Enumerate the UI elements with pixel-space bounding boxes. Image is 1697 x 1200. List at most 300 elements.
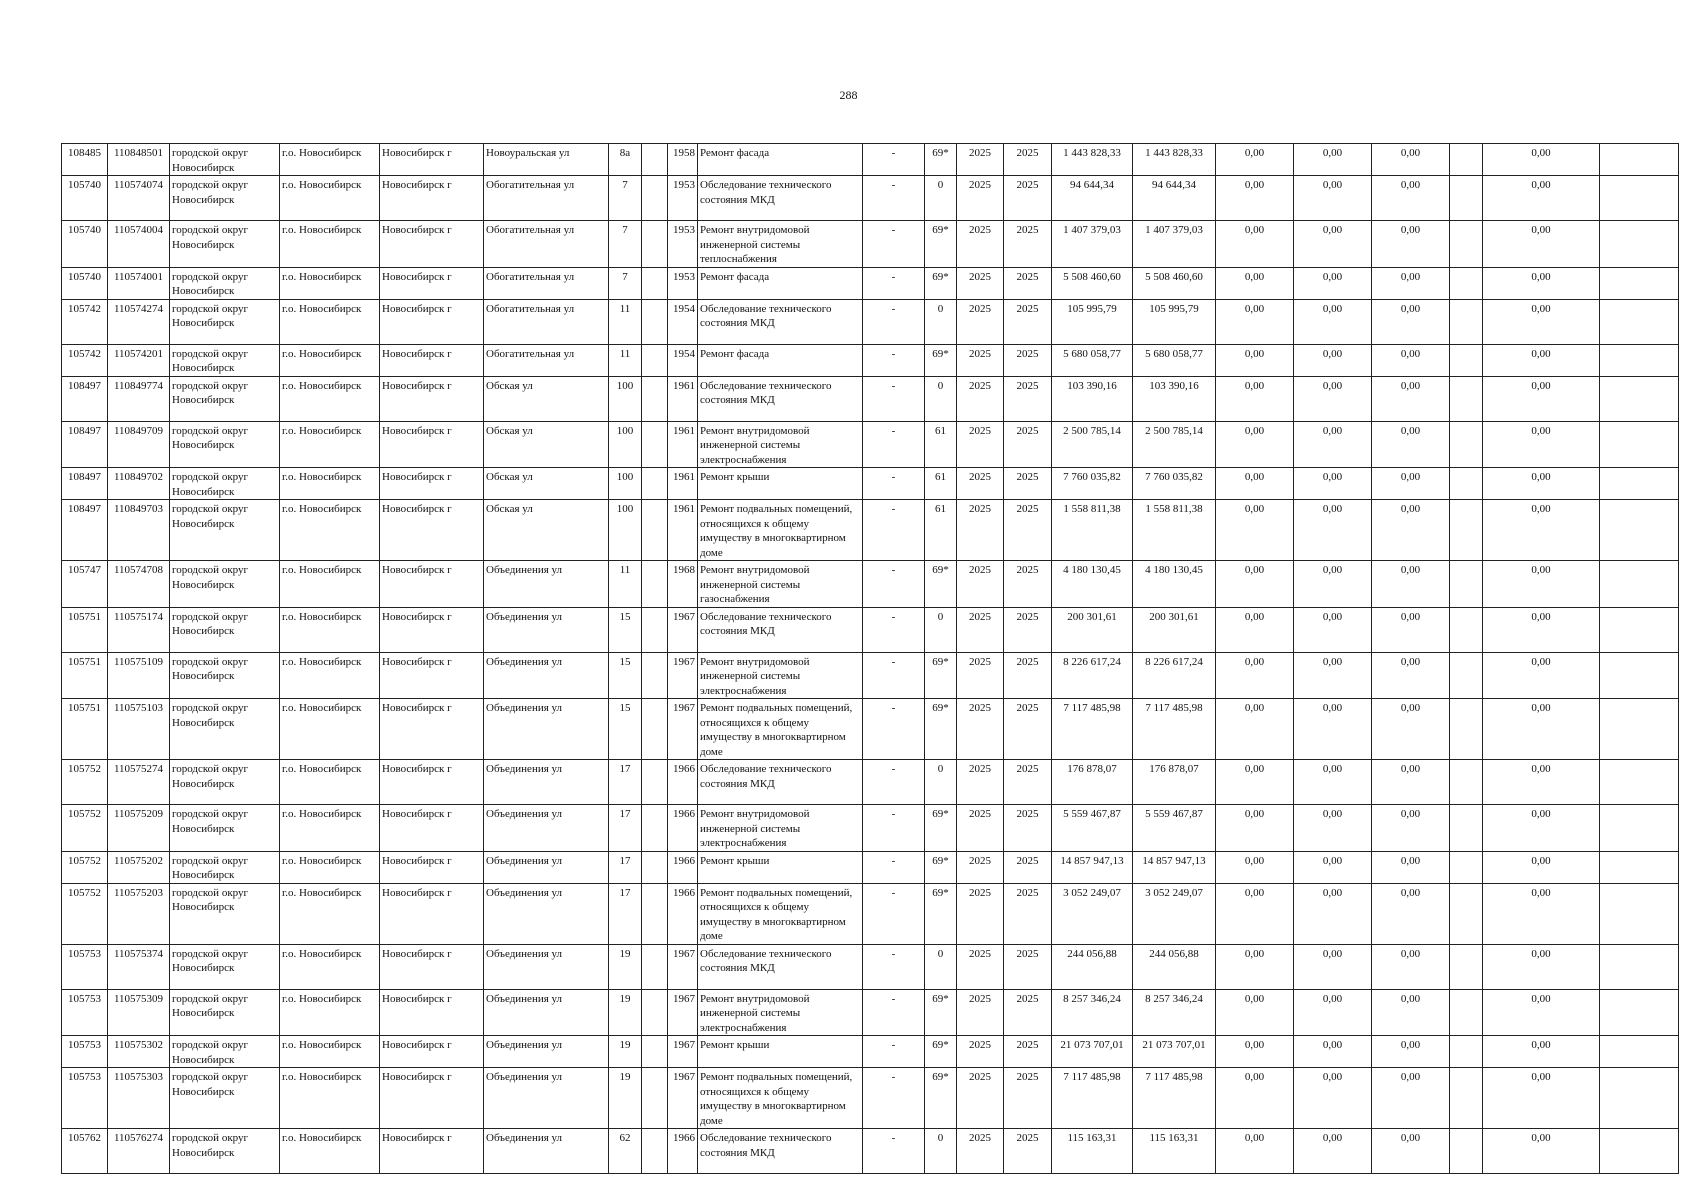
blank-cell-cell [642,652,668,699]
cost-zero-4-cell: 0,00 [1483,805,1600,852]
table-row [62,1129,1679,1174]
cost-zero-1-cell: 0,00 [1216,500,1294,561]
row-id-cell: 105751 [62,652,108,699]
cost-total-cell: 105 995,79 [1052,299,1133,344]
build-year-cell: 1966 [668,851,698,883]
cost-zero-2-cell: 0,00 [1294,144,1372,176]
street-cell: Объединения ул [484,1068,609,1129]
district-cell: городской округ Новосибирск [170,500,280,561]
table-row [62,944,1679,989]
work-code-cell: 110849703 [108,500,170,561]
blank-cell-cell [1450,299,1483,344]
cost-total-cell: 244 056,88 [1052,944,1133,989]
wear-percent-cell: 69* [925,652,957,699]
cost-zero-4-cell: 0,00 [1483,1068,1600,1129]
cost-zero-1-cell: 0,00 [1216,344,1294,376]
plan-year-end-cell: 2025 [1004,421,1052,468]
cost-total-cell: 2 500 785,14 [1052,421,1133,468]
cost-zero-4-cell: 0,00 [1483,883,1600,944]
row-id-cell: 105762 [62,1129,108,1174]
plan-year-end-cell: 2025 [1004,144,1052,176]
wear-percent-cell: 0 [925,607,957,652]
blank-cell-cell [1600,851,1679,883]
house-number-cell: 11 [609,299,642,344]
row-id-cell: 105753 [62,989,108,1036]
build-year-cell: 1961 [668,500,698,561]
plan-year-end-cell: 2025 [1004,883,1052,944]
work-type-cell: Ремонт фасада [698,144,863,176]
plan-year-start-cell: 2025 [957,221,1004,268]
build-year-cell: 1967 [668,1036,698,1068]
cost-total-cell: 21 073 707,01 [1052,1036,1133,1068]
plan-year-end-cell: 2025 [1004,500,1052,561]
street-cell: Обская ул [484,376,609,421]
work-type-cell: Ремонт крыши [698,851,863,883]
cost-zero-4-cell: 0,00 [1483,144,1600,176]
dash-cell-cell: - [863,421,925,468]
municipality-cell: г.о. Новосибирск [280,1068,380,1129]
cost-zero-2-cell: 0,00 [1294,221,1372,268]
work-code-cell: 110575309 [108,989,170,1036]
cost-zero-2-cell: 0,00 [1294,299,1372,344]
blank-cell-cell [1450,144,1483,176]
cost-fund-cell: 8 226 617,24 [1133,652,1216,699]
cost-zero-1-cell: 0,00 [1216,421,1294,468]
work-type-cell: Обследование технического состояния МКД [698,299,863,344]
wear-percent-cell: 61 [925,500,957,561]
cost-zero-1-cell: 0,00 [1216,607,1294,652]
cost-fund-cell: 8 257 346,24 [1133,989,1216,1036]
house-number-cell: 100 [609,421,642,468]
cost-zero-3-cell: 0,00 [1372,1036,1450,1068]
blank-cell-cell [1450,699,1483,760]
cost-zero-4-cell: 0,00 [1483,944,1600,989]
cost-fund-cell: 2 500 785,14 [1133,421,1216,468]
plan-year-start-cell: 2025 [957,944,1004,989]
municipality-cell: г.о. Новосибирск [280,468,380,500]
work-type-cell: Обследование технического состояния МКД [698,944,863,989]
city-cell: Новосибирск г [380,468,484,500]
district-cell: городской округ Новосибирск [170,944,280,989]
plan-year-start-cell: 2025 [957,989,1004,1036]
work-type-cell: Ремонт фасада [698,344,863,376]
city-cell: Новосибирск г [380,267,484,299]
blank-cell-cell [1600,1068,1679,1129]
row-id-cell: 105753 [62,944,108,989]
street-cell: Объединения ул [484,760,609,805]
cost-total-cell: 5 680 058,77 [1052,344,1133,376]
municipality-cell: г.о. Новосибирск [280,221,380,268]
work-code-cell: 110575109 [108,652,170,699]
house-number-cell: 19 [609,944,642,989]
cost-total-cell: 8 257 346,24 [1052,989,1133,1036]
cost-zero-3-cell: 0,00 [1372,883,1450,944]
house-number-cell: 11 [609,561,642,608]
blank-cell-cell [1600,1129,1679,1174]
cost-zero-4-cell: 0,00 [1483,561,1600,608]
cost-fund-cell: 94 644,34 [1133,176,1216,221]
blank-cell-cell [1600,500,1679,561]
table-row [62,344,1679,376]
cost-total-cell: 1 407 379,03 [1052,221,1133,268]
work-type-cell: Ремонт внутридомовой инженерной системы теплоснабжения [698,221,863,268]
blank-cell-cell [1600,468,1679,500]
dash-cell-cell: - [863,267,925,299]
house-number-cell: 100 [609,468,642,500]
wear-percent-cell: 69* [925,561,957,608]
dash-cell-cell: - [863,344,925,376]
blank-cell-cell [1600,267,1679,299]
cost-zero-1-cell: 0,00 [1216,1036,1294,1068]
blank-cell-cell [1450,500,1483,561]
municipality-cell: г.о. Новосибирск [280,561,380,608]
plan-year-start-cell: 2025 [957,1129,1004,1174]
cost-zero-2-cell: 0,00 [1294,421,1372,468]
build-year-cell: 1966 [668,883,698,944]
cost-zero-2-cell: 0,00 [1294,376,1372,421]
wear-percent-cell: 69* [925,989,957,1036]
house-number-cell: 100 [609,500,642,561]
city-cell: Новосибирск г [380,607,484,652]
table-row [62,144,1679,176]
blank-cell-cell [642,344,668,376]
city-cell: Новосибирск г [380,989,484,1036]
cost-total-cell: 7 117 485,98 [1052,699,1133,760]
cost-zero-3-cell: 0,00 [1372,652,1450,699]
wear-percent-cell: 69* [925,344,957,376]
blank-cell-cell [1600,652,1679,699]
work-type-cell: Обследование технического состояния МКД [698,376,863,421]
work-type-cell: Ремонт внутридомовой инженерной системы электроснабжения [698,805,863,852]
municipality-cell: г.о. Новосибирск [280,176,380,221]
work-type-cell: Ремонт подвальных помещений, относящихся к общему имуществу в многоквартирном доме [698,699,863,760]
municipality-cell: г.о. Новосибирск [280,376,380,421]
municipality-cell: г.о. Новосибирск [280,883,380,944]
dash-cell-cell: - [863,500,925,561]
cost-zero-2-cell: 0,00 [1294,468,1372,500]
cost-zero-2-cell: 0,00 [1294,652,1372,699]
city-cell: Новосибирск г [380,760,484,805]
dash-cell-cell: - [863,144,925,176]
cost-zero-3-cell: 0,00 [1372,267,1450,299]
registry-table [61,143,1679,1174]
table-row [62,652,1679,699]
row-id-cell: 105742 [62,344,108,376]
build-year-cell: 1966 [668,760,698,805]
cost-zero-1-cell: 0,00 [1216,561,1294,608]
table-row [62,760,1679,805]
city-cell: Новосибирск г [380,500,484,561]
build-year-cell: 1961 [668,376,698,421]
row-id-cell: 105751 [62,699,108,760]
work-type-cell: Ремонт фасада [698,267,863,299]
work-type-cell: Обследование технического состояния МКД [698,760,863,805]
blank-cell-cell [1450,652,1483,699]
table-row [62,299,1679,344]
city-cell: Новосибирск г [380,176,484,221]
house-number-cell: 15 [609,699,642,760]
cost-zero-2-cell: 0,00 [1294,805,1372,852]
cost-zero-4-cell: 0,00 [1483,468,1600,500]
plan-year-start-cell: 2025 [957,851,1004,883]
blank-cell-cell [1450,468,1483,500]
cost-total-cell: 7 117 485,98 [1052,1068,1133,1129]
wear-percent-cell: 69* [925,267,957,299]
row-id-cell: 105740 [62,267,108,299]
work-code-cell: 110574004 [108,221,170,268]
cost-zero-3-cell: 0,00 [1372,344,1450,376]
table-row [62,267,1679,299]
table-row [62,376,1679,421]
district-cell: городской округ Новосибирск [170,144,280,176]
cost-zero-3-cell: 0,00 [1372,421,1450,468]
plan-year-end-cell: 2025 [1004,1129,1052,1174]
work-code-cell: 110575302 [108,1036,170,1068]
dash-cell-cell: - [863,944,925,989]
cost-zero-3-cell: 0,00 [1372,376,1450,421]
plan-year-end-cell: 2025 [1004,468,1052,500]
cost-zero-1-cell: 0,00 [1216,1068,1294,1129]
build-year-cell: 1967 [668,989,698,1036]
street-cell: Объединения ул [484,944,609,989]
cost-fund-cell: 1 407 379,03 [1133,221,1216,268]
district-cell: городской округ Новосибирск [170,883,280,944]
cost-zero-3-cell: 0,00 [1372,760,1450,805]
blank-cell-cell [1450,607,1483,652]
work-code-cell: 110848501 [108,144,170,176]
cost-zero-3-cell: 0,00 [1372,607,1450,652]
cost-fund-cell: 103 390,16 [1133,376,1216,421]
plan-year-end-cell: 2025 [1004,376,1052,421]
dash-cell-cell: - [863,1129,925,1174]
house-number-cell: 15 [609,607,642,652]
municipality-cell: г.о. Новосибирск [280,500,380,561]
row-id-cell: 105747 [62,561,108,608]
wear-percent-cell: 0 [925,760,957,805]
blank-cell-cell [642,376,668,421]
cost-zero-4-cell: 0,00 [1483,376,1600,421]
street-cell: Объединения ул [484,1129,609,1174]
blank-cell-cell [1450,883,1483,944]
blank-cell-cell [1600,805,1679,852]
street-cell: Объединения ул [484,699,609,760]
table-row [62,1036,1679,1068]
district-cell: городской округ Новосибирск [170,607,280,652]
blank-cell-cell [1600,561,1679,608]
work-type-cell: Ремонт подвальных помещений, относящихся к общему имуществу в многоквартирном доме [698,1068,863,1129]
cost-zero-3-cell: 0,00 [1372,561,1450,608]
plan-year-start-cell: 2025 [957,883,1004,944]
work-type-cell: Ремонт внутридомовой инженерной системы газоснабжения [698,561,863,608]
district-cell: городской округ Новосибирск [170,176,280,221]
blank-cell-cell [642,989,668,1036]
dash-cell-cell: - [863,699,925,760]
cost-zero-1-cell: 0,00 [1216,760,1294,805]
cost-zero-1-cell: 0,00 [1216,176,1294,221]
cost-zero-2-cell: 0,00 [1294,944,1372,989]
dash-cell-cell: - [863,376,925,421]
build-year-cell: 1967 [668,699,698,760]
cost-zero-4-cell: 0,00 [1483,607,1600,652]
house-number-cell: 8а [609,144,642,176]
cost-zero-4-cell: 0,00 [1483,652,1600,699]
cost-fund-cell: 5 559 467,87 [1133,805,1216,852]
work-type-cell: Ремонт внутридомовой инженерной системы электроснабжения [698,421,863,468]
blank-cell-cell [1450,805,1483,852]
district-cell: городской округ Новосибирск [170,760,280,805]
wear-percent-cell: 69* [925,1068,957,1129]
blank-cell-cell [1450,376,1483,421]
cost-total-cell: 115 163,31 [1052,1129,1133,1174]
city-cell: Новосибирск г [380,344,484,376]
plan-year-end-cell: 2025 [1004,989,1052,1036]
city-cell: Новосибирск г [380,376,484,421]
cost-zero-2-cell: 0,00 [1294,883,1372,944]
work-code-cell: 110575209 [108,805,170,852]
cost-zero-3-cell: 0,00 [1372,176,1450,221]
plan-year-end-cell: 2025 [1004,344,1052,376]
cost-zero-3-cell: 0,00 [1372,144,1450,176]
row-id-cell: 105751 [62,607,108,652]
row-id-cell: 105740 [62,221,108,268]
plan-year-end-cell: 2025 [1004,760,1052,805]
cost-zero-1-cell: 0,00 [1216,376,1294,421]
build-year-cell: 1954 [668,344,698,376]
cost-fund-cell: 115 163,31 [1133,1129,1216,1174]
cost-zero-4-cell: 0,00 [1483,344,1600,376]
cost-zero-2-cell: 0,00 [1294,1068,1372,1129]
work-code-cell: 110574001 [108,267,170,299]
cost-fund-cell: 7 117 485,98 [1133,1068,1216,1129]
table-row [62,607,1679,652]
table-row [62,468,1679,500]
cost-zero-2-cell: 0,00 [1294,989,1372,1036]
municipality-cell: г.о. Новосибирск [280,989,380,1036]
city-cell: Новосибирск г [380,421,484,468]
municipality-cell: г.о. Новосибирск [280,267,380,299]
wear-percent-cell: 61 [925,421,957,468]
dash-cell-cell: - [863,652,925,699]
city-cell: Новосибирск г [380,805,484,852]
house-number-cell: 17 [609,851,642,883]
blank-cell-cell [1600,1036,1679,1068]
table-row [62,421,1679,468]
district-cell: городской округ Новосибирск [170,805,280,852]
row-id-cell: 108497 [62,421,108,468]
street-cell: Обогатительная ул [484,299,609,344]
work-code-cell: 110574708 [108,561,170,608]
cost-zero-4-cell: 0,00 [1483,267,1600,299]
row-id-cell: 105753 [62,1068,108,1129]
cost-fund-cell: 244 056,88 [1133,944,1216,989]
cost-zero-1-cell: 0,00 [1216,944,1294,989]
work-type-cell: Обследование технического состояния МКД [698,176,863,221]
blank-cell-cell [1600,144,1679,176]
city-cell: Новосибирск г [380,944,484,989]
wear-percent-cell: 69* [925,1036,957,1068]
table-row [62,699,1679,760]
row-id-cell: 105752 [62,760,108,805]
cost-fund-cell: 5 508 460,60 [1133,267,1216,299]
cost-zero-4-cell: 0,00 [1483,699,1600,760]
row-id-cell: 105740 [62,176,108,221]
district-cell: городской округ Новосибирск [170,561,280,608]
work-type-cell: Ремонт внутридомовой инженерной системы электроснабжения [698,652,863,699]
blank-cell-cell [642,944,668,989]
plan-year-end-cell: 2025 [1004,944,1052,989]
dash-cell-cell: - [863,561,925,608]
cost-zero-4-cell: 0,00 [1483,760,1600,805]
row-id-cell: 108485 [62,144,108,176]
build-year-cell: 1967 [668,944,698,989]
plan-year-start-cell: 2025 [957,421,1004,468]
municipality-cell: г.о. Новосибирск [280,299,380,344]
street-cell: Обогатительная ул [484,344,609,376]
blank-cell-cell [1600,221,1679,268]
build-year-cell: 1967 [668,652,698,699]
street-cell: Объединения ул [484,561,609,608]
build-year-cell: 1953 [668,221,698,268]
cost-total-cell: 200 301,61 [1052,607,1133,652]
wear-percent-cell: 69* [925,805,957,852]
district-cell: городской округ Новосибирск [170,851,280,883]
wear-percent-cell: 61 [925,468,957,500]
municipality-cell: г.о. Новосибирск [280,699,380,760]
blank-cell-cell [642,267,668,299]
cost-fund-cell: 4 180 130,45 [1133,561,1216,608]
street-cell: Объединения ул [484,989,609,1036]
plan-year-end-cell: 2025 [1004,652,1052,699]
build-year-cell: 1967 [668,1068,698,1129]
work-code-cell: 110575203 [108,883,170,944]
street-cell: Объединения ул [484,1036,609,1068]
wear-percent-cell: 0 [925,1129,957,1174]
street-cell: Объединения ул [484,652,609,699]
blank-cell-cell [1600,299,1679,344]
city-cell: Новосибирск г [380,221,484,268]
district-cell: городской округ Новосибирск [170,468,280,500]
city-cell: Новосибирск г [380,1129,484,1174]
work-code-cell: 110849709 [108,421,170,468]
blank-cell-cell [642,851,668,883]
cost-fund-cell: 200 301,61 [1133,607,1216,652]
build-year-cell: 1966 [668,805,698,852]
street-cell: Обская ул [484,500,609,561]
cost-zero-3-cell: 0,00 [1372,299,1450,344]
municipality-cell: г.о. Новосибирск [280,851,380,883]
cost-zero-4-cell: 0,00 [1483,989,1600,1036]
plan-year-end-cell: 2025 [1004,607,1052,652]
cost-zero-3-cell: 0,00 [1372,1129,1450,1174]
blank-cell-cell [642,561,668,608]
cost-total-cell: 103 390,16 [1052,376,1133,421]
cost-zero-1-cell: 0,00 [1216,805,1294,852]
blank-cell-cell [1600,176,1679,221]
cost-fund-cell: 21 073 707,01 [1133,1036,1216,1068]
cost-total-cell: 5 559 467,87 [1052,805,1133,852]
row-id-cell: 105752 [62,851,108,883]
cost-zero-2-cell: 0,00 [1294,607,1372,652]
plan-year-end-cell: 2025 [1004,299,1052,344]
wear-percent-cell: 0 [925,176,957,221]
street-cell: Обская ул [484,468,609,500]
work-type-cell: Обследование технического состояния МКД [698,607,863,652]
cost-fund-cell: 1 558 811,38 [1133,500,1216,561]
plan-year-start-cell: 2025 [957,176,1004,221]
blank-cell-cell [642,144,668,176]
cost-zero-3-cell: 0,00 [1372,1068,1450,1129]
blank-cell-cell [1600,883,1679,944]
